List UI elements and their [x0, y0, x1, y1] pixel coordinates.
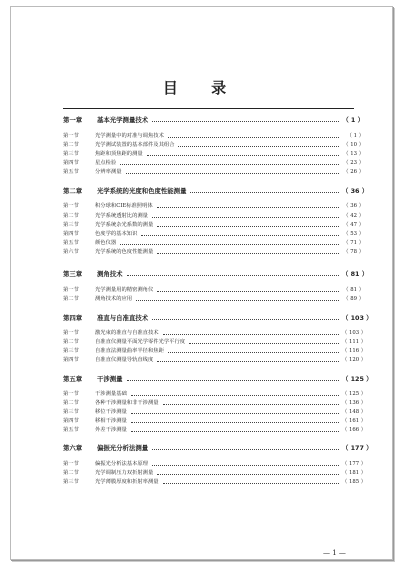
- toc-leader-dots: [152, 118, 339, 122]
- toc-entry-page: （ 26 ）: [343, 169, 364, 175]
- toc-entry-page: （ 71 ）: [343, 240, 364, 246]
- toc-leader-dots: [157, 250, 339, 254]
- toc-entry-page: （ 1 ）: [346, 133, 364, 139]
- toc-entry-title: 颜色仪器: [95, 240, 117, 246]
- toc-leader-dots: [127, 377, 339, 381]
- toc-section-row: [63, 477, 367, 487]
- toc-leader-dots: [157, 358, 339, 362]
- toc-entry-number: 第一节: [63, 287, 79, 293]
- document-page: [10, 6, 393, 560]
- toc-entry-page: （ 53 ）: [343, 231, 364, 237]
- toc-entry-number: 第一节: [63, 203, 79, 209]
- toc-entry-number: 第一节: [63, 330, 79, 336]
- toc-entry-title: 色度学的基本知识: [95, 231, 138, 237]
- toc-entry-title: 星点检验: [95, 160, 117, 166]
- toc-leader-dots: [127, 272, 339, 276]
- toc-entry-title: 光学系统透射比的测量: [95, 213, 148, 219]
- toc-entry-number: 第五节: [63, 427, 79, 433]
- toc-leader-dots: [190, 189, 339, 193]
- toc-entry-title: 光学系统杂光系数的测量: [95, 222, 154, 228]
- toc-entry-title: 自准直仪测量平面光学零件光学平行度: [95, 339, 186, 345]
- toc-entry-page: （ 42 ）: [343, 213, 364, 219]
- toc-leader-dots: [168, 134, 339, 138]
- toc-entry-number: 第三章: [63, 270, 83, 278]
- toc-entry-page: （ 103 ）: [342, 314, 373, 322]
- toc-entry-number: 第五节: [63, 169, 79, 175]
- toc-entry-title: 光学测量用的精密测角仪: [95, 287, 154, 293]
- toc-entry-page: （ 13 ）: [343, 151, 364, 157]
- toc-entry-page: （ 125 ）: [342, 375, 373, 383]
- toc-chapter-row: [63, 115, 364, 125]
- toc-entry-page: （ 125 ）: [342, 391, 367, 397]
- toc-entry-page: （ 81 ）: [343, 287, 364, 293]
- toc-entry-page: （ 161 ）: [342, 418, 367, 424]
- toc-leader-dots: [152, 446, 339, 450]
- toc-entry-title: 移相干涉测量: [95, 418, 127, 424]
- toc-chapter-row: [63, 269, 369, 279]
- toc-section-row: [63, 355, 367, 365]
- toc-entry-title: 焦距和顶焦距的测量: [95, 151, 143, 157]
- toc-entry-title: 光学系统的光度和色度性能测量: [97, 187, 187, 195]
- toc-entry-title: 移位干涉测量: [95, 409, 127, 415]
- toc-chapter-row: [63, 313, 373, 323]
- toc-leader-dots: [157, 471, 339, 475]
- toc-leader-dots: [152, 316, 339, 320]
- toc-entry-title: 干涉测量: [97, 375, 123, 383]
- toc-entry-page: （ 78 ）: [343, 249, 364, 255]
- toc-entry-number: 第三节: [63, 479, 79, 485]
- toc-chapter-row: [63, 186, 369, 196]
- toc-entry-page: （ 120 ）: [342, 357, 367, 363]
- toc-entry-number: 第二节: [63, 400, 79, 406]
- toc-entry-title: 自准直仪测量导轨直线度: [95, 357, 154, 363]
- toc-entry-number: 第四节: [63, 160, 79, 166]
- toc-entry-page: （ 89 ）: [343, 296, 364, 302]
- toc-entry-page: （ 181 ）: [342, 470, 367, 476]
- toc-entry-number: 第二节: [63, 213, 79, 219]
- toc-entry-page: （ 177 ）: [342, 444, 373, 452]
- toc-leader-dots: [178, 143, 339, 147]
- toc-leader-dots: [163, 401, 339, 405]
- toc-entry-page: （ 111 ）: [342, 339, 367, 345]
- toc-leader-dots: [189, 340, 339, 344]
- toc-entry-title: 光学测试装置的基本部件及其组合: [95, 142, 175, 148]
- toc-entry-title: 测角技术: [97, 270, 123, 278]
- toc-entry-page: （ 185 ）: [342, 479, 367, 485]
- toc-leader-dots: [120, 241, 339, 245]
- toc-entry-page: （ 136 ）: [342, 400, 367, 406]
- title-rule: [63, 108, 354, 109]
- toc-leader-dots: [126, 170, 340, 174]
- toc-leader-dots: [131, 428, 339, 432]
- toc-entry-page: （ 103 ）: [342, 330, 367, 336]
- toc-entry-page: （ 23 ）: [343, 160, 364, 166]
- toc-entry-page: （ 47 ）: [343, 222, 364, 228]
- toc-entry-page: （ 36 ）: [342, 187, 369, 195]
- toc-section-row: [63, 425, 367, 435]
- toc-entry-page: （ 10 ）: [343, 142, 364, 148]
- toc-leader-dots: [131, 419, 339, 423]
- toc-entry-number: 第三节: [63, 409, 79, 415]
- toc-section-row: [63, 247, 364, 257]
- toc-entry-number: 第二节: [63, 142, 79, 148]
- toc-leader-dots: [147, 152, 339, 156]
- toc-entry-number: 第二章: [63, 187, 83, 195]
- toc-entry-title: 测角技术的应用: [95, 296, 133, 302]
- toc-leader-dots: [163, 331, 339, 335]
- toc-entry-number: 第一节: [63, 391, 79, 397]
- toc-section-row: [63, 167, 364, 177]
- toc-entry-number: 第六节: [63, 249, 79, 255]
- toc-leader-dots: [131, 410, 339, 414]
- toc-entry-number: 第四节: [63, 418, 79, 424]
- toc-leader-dots: [141, 232, 339, 236]
- toc-entry-title: 光学调制压力双折射测量: [95, 470, 154, 476]
- toc-entry-number: 第五章: [63, 375, 83, 383]
- toc-entry-number: 第二节: [63, 339, 79, 345]
- toc-entry-number: 第一章: [63, 116, 83, 124]
- toc-leader-dots: [131, 392, 339, 396]
- page-title: 目 录: [162, 79, 241, 97]
- toc-leader-dots: [157, 223, 339, 227]
- toc-entry-number: 第三节: [63, 348, 79, 354]
- toc-entry-title: 光学系统的色度性能测量: [95, 249, 154, 255]
- toc-entry-page: （ 177 ）: [342, 461, 367, 467]
- toc-entry-page: （ 148 ）: [342, 409, 367, 415]
- toc-entry-number: 第二节: [63, 296, 79, 302]
- toc-entry-page: （ 36 ）: [343, 203, 364, 209]
- toc-entry-title: 基本光学测量技术: [97, 116, 149, 124]
- toc-entry-title: 偏振光分析法基本原理: [95, 461, 148, 467]
- toc-leader-dots: [152, 214, 339, 218]
- toc-leader-dots: [136, 297, 339, 301]
- toc-entry-title: 自准直法测量曲率半径和焦距: [95, 348, 164, 354]
- toc-entry-title: 准直与自准直技术: [97, 314, 149, 322]
- toc-section-row: [63, 294, 364, 304]
- toc-entry-title: 分辨率测量: [95, 169, 122, 175]
- toc-leader-dots: [120, 161, 339, 165]
- toc-entry-number: 第三节: [63, 222, 79, 228]
- toc-leader-dots: [152, 462, 339, 466]
- toc-entry-number: 第一节: [63, 461, 79, 467]
- toc-entry-number: 第五节: [63, 240, 79, 246]
- toc-entry-number: 第三节: [63, 151, 79, 157]
- toc-chapter-row: [63, 443, 373, 453]
- toc-entry-page: （ 1 ）: [342, 116, 364, 124]
- toc-entry-page: （ 81 ）: [342, 270, 369, 278]
- toc-entry-number: 第四节: [63, 231, 79, 237]
- toc-entry-title: 外差干涉测量: [95, 427, 127, 433]
- toc-entry-title: 各种干涉测量和非干涉测量: [95, 400, 159, 406]
- toc-entry-page: （ 116 ）: [342, 348, 367, 354]
- toc-entry-page: （ 166 ）: [342, 427, 367, 433]
- toc-entry-title: 偏振光分析法测量: [97, 444, 149, 452]
- toc-entry-title: 干涉测量基础: [95, 391, 127, 397]
- toc-entry-number: 第二节: [63, 470, 79, 476]
- page-number-footer: — 1 —: [323, 549, 346, 557]
- toc-leader-dots: [157, 288, 339, 292]
- toc-entry-number: 第四节: [63, 357, 79, 363]
- toc-leader-dots: [163, 480, 339, 484]
- toc-entry-title: 光学测量中的对准与调焦技术: [95, 133, 164, 139]
- toc-entry-number: 第四章: [63, 314, 83, 322]
- toc-leader-dots: [168, 349, 339, 353]
- toc-section-row: [63, 201, 364, 211]
- toc-leader-dots: [157, 204, 339, 208]
- toc-entry-title: 光学薄膜厚度和折射率测量: [95, 479, 159, 485]
- toc-chapter-row: [63, 374, 373, 384]
- toc-entry-number: 第六章: [63, 444, 83, 452]
- toc-entry-number: 第一节: [63, 133, 79, 139]
- toc-entry-title: 积分球和CIE标准照明体: [95, 203, 153, 209]
- toc-entry-title: 激光束的准直与自准直技术: [95, 330, 159, 336]
